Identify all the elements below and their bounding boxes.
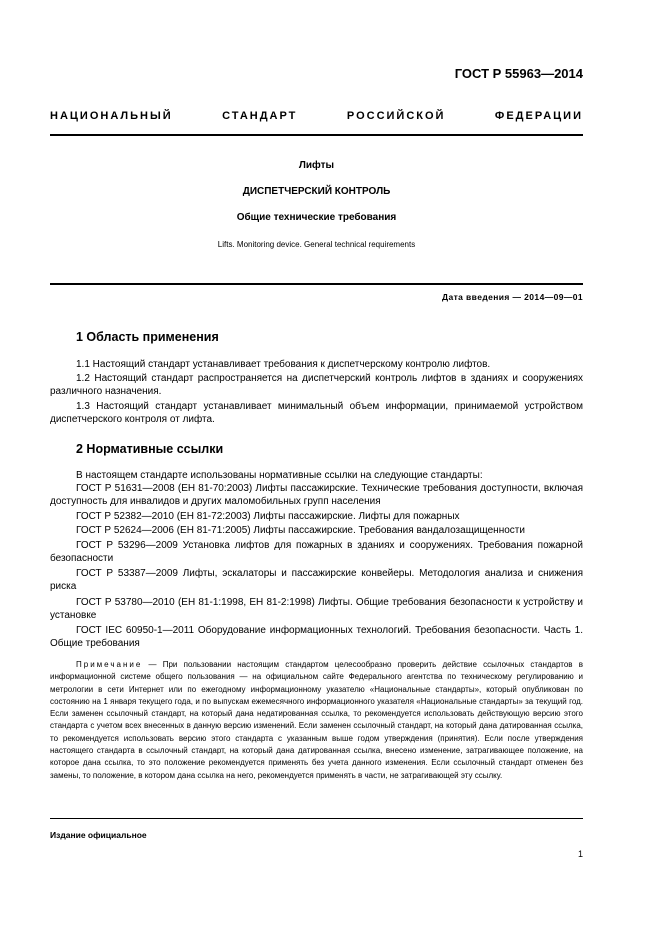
title-divider [50, 283, 583, 285]
top-divider [50, 134, 583, 136]
paragraph-1-2: 1.2 Настоящий стандарт распространяется на диспетчерский контроль лифтов в зданиях и сооружениях различного назначения. [50, 373, 583, 397]
page-number: 1 [577, 849, 583, 859]
reference-item: ГОСТ Р 52624—2006 (ЕН 81-71:2005) Лифты пассажирские. Требования вандалозащищенности [76, 525, 525, 536]
section-2-heading: 2 Нормативные ссылки [76, 442, 224, 456]
subject-title: Лифты [298, 160, 335, 171]
paragraph-1-3: 1.3 Настоящий стандарт устанавливает минимальный объем информации, принимаемой устройством диспетчерского контроля от лифта. [50, 401, 583, 425]
subtitle: Общие технические требования [236, 212, 397, 223]
reference-item: ГОСТ Р 53296—2009 Установка лифтов для пожарных в зданиях и сооружениях. Требования пожарной безопасности [50, 540, 583, 564]
section-1-heading: 1 Область применения [76, 330, 219, 344]
introduction-date: Дата введения — 2014—09—01 [442, 292, 583, 302]
note-text: — При пользовании настоящим стандартом целесообразно проверить действие ссылочных стандартов в информационной системе общего пользования — на официальном сайте Федерального агентства по техническому регулированию и метрологии в сети Интернет или по ежегодному информационному указателю «Национальные стандарты», который опубликован по состоянию на 1 января текущего года, и по выпускам ежемесячного информационного указателя «Национальные стандарты» за текущий год. Если заменен ссылочный стандарт, на который дана недатированная ссылка, то рекомендуется использовать действующую версию этого стандарта с учетом всех внесенных в данную версию изменений. Если заменен ссылочный стандарт, на который дана датированная ссылка, то рекомендуется использовать версию этого стандарта с указанным выше годом утверждения (принятия). Если после утверждения настоящего стандарта в ссылочный стандарт, на который дана датированная ссылка, внесено изменение, затрагивающее положение, на которое дана ссылка, то это положение рекомендуется применять без учета данного изменения. Если ссылочный стандарт отменен без замены, то положение, в котором дана ссылка на него, рекомендуется применять в части, не затрагивающей эту ссылку. [50, 660, 583, 780]
reference-item: ГОСТ IEC 60950-1—2011 Оборудование информационных технологий. Требования безопасности. Часть 1. Общие требования [50, 625, 583, 649]
footer-divider [50, 818, 583, 819]
edition-label: Издание официальное [50, 830, 147, 840]
reference-item: ГОСТ Р 53780—2010 (ЕН 81-1:1998, ЕН 81-2:1998) Лифты. Общие требования безопасности к устройству и установке [50, 597, 583, 621]
main-title: ДИСПЕТЧЕРСКИЙ КОНТРОЛЬ [242, 186, 391, 197]
reference-item: ГОСТ Р 51631—2008 (ЕН 81-70:2003) Лифты пассажирские. Технические требования доступности, включая доступность для инвалидов и других маломобильных групп населения [50, 483, 583, 507]
national-standard-title: НАЦИОНАЛЬНЫЙ СТАНДАРТ РОССИЙСКОЙ ФЕДЕРАЦИИ [50, 110, 583, 122]
note-lead: Примечание [76, 660, 143, 669]
reference-item: ГОСТ Р 53387—2009 Лифты, эскалаторы и пассажирские конвейеры. Методология анализа и снижения риска [50, 568, 583, 592]
paragraph-1-1: 1.1 Настоящий стандарт устанавливает требования к диспетчерскому контролю лифтов. [76, 359, 491, 370]
english-title: Lifts. Monitoring device. General technical requirements [217, 240, 416, 249]
document-number: ГОСТ Р 55963—2014 [454, 66, 583, 81]
reference-item: ГОСТ Р 52382—2010 (ЕН 81-72:2003) Лифты пассажирские. Лифты для пожарных [76, 511, 460, 522]
references-intro: В настоящем стандарте использованы нормативные ссылки на следующие стандарты: [76, 470, 483, 481]
note-block [50, 659, 583, 782]
